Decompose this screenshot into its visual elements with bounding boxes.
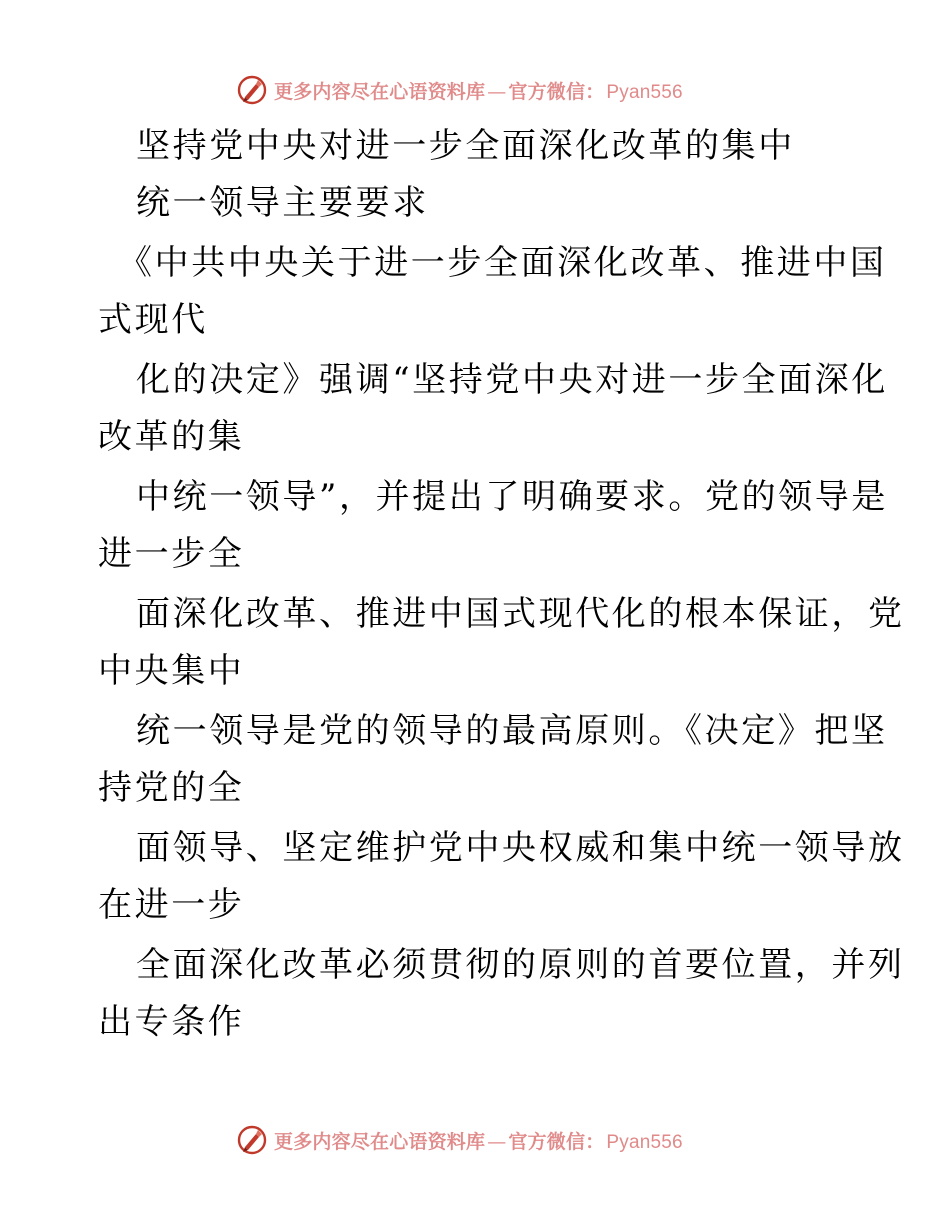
watermark-text [274, 1127, 683, 1154]
pen-logo-icon [236, 1124, 268, 1156]
watermark-dash: — [487, 1130, 507, 1153]
text-line: 统一领导主要要求 [136, 183, 429, 223]
text-line: 式现代 [98, 300, 208, 340]
text-line: 全面深化改革必须贯彻的原则的首要位置，并列 [136, 945, 905, 985]
text-line: 《中共中央关于进一步全面深化改革、推进中国 [118, 243, 887, 283]
text-line: 坚持党中央对进一步全面深化改革的集中 [136, 126, 795, 166]
watermark-dash: — [487, 80, 507, 103]
pen-logo-icon [236, 74, 268, 106]
text-line: 统一领导是党的领导的最高原则。《决定》把坚 [136, 711, 888, 751]
footer-watermark [236, 1122, 683, 1158]
text-line: 出专条作 [98, 1002, 245, 1042]
text-line: 中统一领导”，并提出了明确要求。党的领导是 [136, 477, 888, 517]
text-line: 在进一步 [98, 885, 245, 925]
text-line: 面深化改革、推进中国式现代化的根本保证，党 [136, 594, 905, 634]
watermark-main: 更多内容尽在心语资料库 [274, 1130, 486, 1153]
header-watermark [236, 72, 683, 108]
watermark-text [274, 77, 683, 104]
watermark-sub: 官方微信： [508, 80, 605, 103]
text-line: 持党的全 [98, 768, 245, 808]
text-line: 化的决定》强调“坚持党中央对进一步全面深化 [136, 360, 888, 400]
watermark-sub: 官方微信： [508, 1130, 605, 1153]
watermark-main: 更多内容尽在心语资料库 [274, 80, 486, 103]
text-line: 中央集中 [98, 651, 245, 691]
watermark-id: Pyan556 [606, 81, 683, 103]
text-line: 改革的集 [98, 417, 245, 457]
watermark-id: Pyan556 [606, 1131, 683, 1153]
text-line: 进一步全 [98, 534, 245, 574]
text-line: 面领导、坚定维护党中央权威和集中统一领导放 [136, 828, 905, 868]
